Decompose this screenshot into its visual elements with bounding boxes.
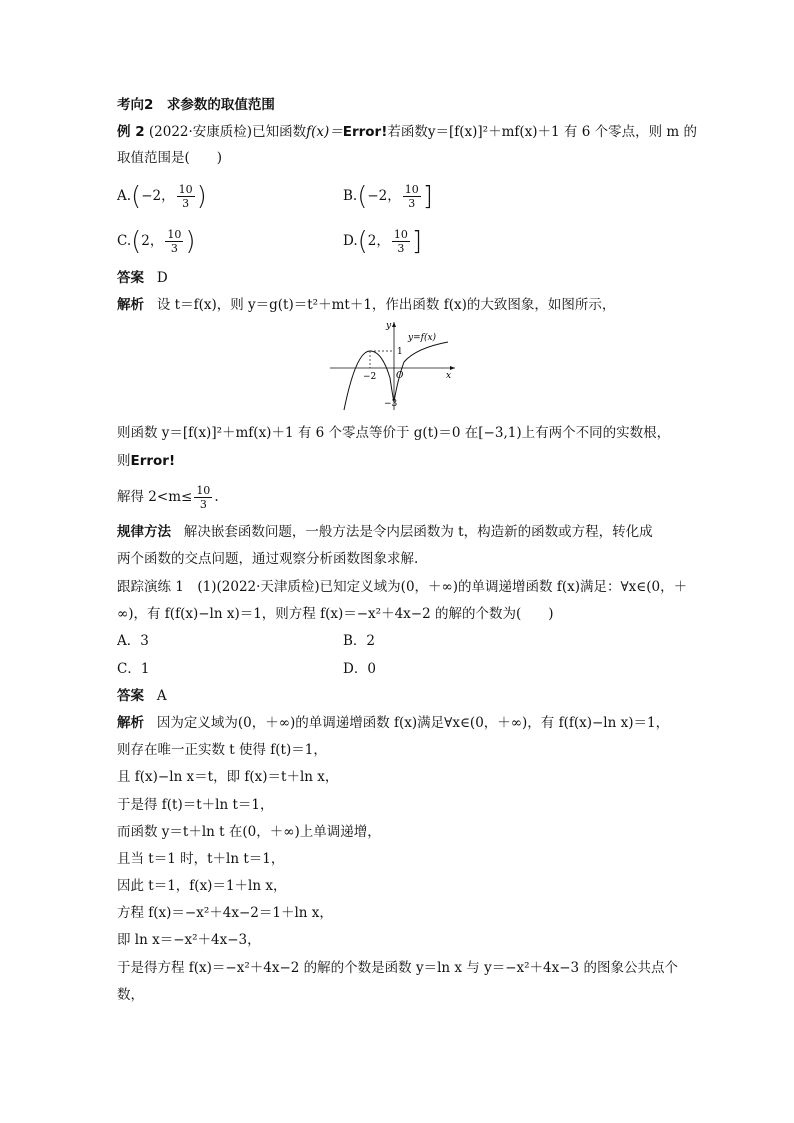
practice-option-a: A．3 (117, 633, 149, 649)
fraction-numerator: 10 (196, 484, 211, 497)
method-label: 规律方法 (117, 524, 171, 540)
practice-analysis-line: 方程 f(x)＝−x²＋4x−2＝1＋ln x， (117, 905, 333, 921)
method-line-1 (117, 522, 653, 542)
practice-analysis-line: 于是得 f(t)＝t＋ln t＝1， (117, 797, 274, 813)
example-error-text: Error! (342, 124, 388, 140)
practice-analysis-line: 因此 t＝1，f(x)＝1＋ln x， (117, 878, 287, 894)
option-d (343, 228, 422, 255)
option-b (343, 183, 433, 210)
option-a (117, 183, 207, 210)
fraction (392, 228, 410, 255)
practice-option-b: B．2 (343, 633, 376, 649)
example-analysis-4 (117, 484, 219, 511)
fraction-numerator: 10 (393, 228, 408, 241)
example-source: (2022·安康质检)已知函数 (148, 124, 307, 140)
analysis-text: 设 t＝f(x)，则 y＝g(t)＝t²＋mt＋1，作出函数 f(x)的大致图象，如图所示， (156, 297, 616, 313)
example-2-line1 (117, 122, 697, 142)
option-b-left: −2， (367, 188, 401, 204)
practice-analysis-line: 且当 t＝1 时，t＋ln t＝1， (117, 851, 285, 867)
bracket-close: ] (411, 226, 423, 257)
y-axis-arrow (392, 322, 396, 327)
practice-answer (117, 686, 167, 706)
answer-value: D (156, 270, 168, 286)
option-c-label: C. (117, 233, 132, 249)
fraction-denominator: 3 (182, 197, 190, 210)
x-axis-arrow (450, 366, 455, 370)
option-a-label: A. (117, 188, 132, 204)
fraction-numerator: 10 (167, 228, 182, 241)
example-fx: f(x)＝ (306, 124, 343, 140)
example-tail: 若函数y＝[f(x)]²＋mf(x)＋1 有 6 个零点，则 m 的 (387, 124, 697, 140)
fraction-denominator: 3 (397, 242, 405, 255)
fraction-numerator: 10 (404, 183, 419, 196)
practice-option-d: D．0 (343, 661, 376, 677)
tick-label-1: 1 (397, 347, 403, 357)
practice-option-c: C．1 (117, 661, 150, 677)
paren-close: ) (185, 226, 196, 257)
tick-label-neg2: −2 (363, 372, 377, 382)
practice-analysis-line: 则存在唯一正实数 t 使得 f(t)＝1， (117, 742, 327, 758)
practice-line-2: ∞)，有 f(f(x)−ln x)＝1，则方程 f(x)＝−x²＋4x−2 的解的个数为( ) (117, 606, 554, 622)
function-graph (330, 318, 460, 413)
option-c-left: 2， (141, 233, 164, 249)
example-analysis-3 (117, 451, 175, 471)
example-2-line2: 取值范围是( ) (117, 150, 223, 166)
fraction (403, 183, 421, 210)
example-analysis-1 (117, 295, 615, 315)
fraction (165, 228, 183, 255)
bracket-close: ] (422, 181, 433, 212)
option-c (117, 228, 196, 255)
practice-line-1: 跟踪演练 1 (1)(2022·天津质检)已知定义域为(0，＋∞)的单调递增函数 f(x)满足：∀x∈(0，＋ (117, 579, 688, 595)
paren-open: ( (357, 181, 368, 212)
option-d-label: D. (343, 233, 358, 249)
answer-label: 答案 (117, 270, 144, 286)
analysis-3-error: Error! (130, 453, 176, 469)
fraction-denominator: 3 (408, 197, 416, 210)
method-line-2: 两个函数的交点问题，通过观察分析函数图象求解. (117, 551, 419, 567)
fraction (194, 484, 212, 511)
analysis-label: 解析 (117, 715, 144, 731)
curve-label: y=f(x) (408, 333, 437, 343)
analysis-4-suffix: . (214, 489, 219, 505)
analysis-3-prefix: 则 (117, 453, 131, 469)
fraction (177, 183, 195, 210)
practice-analysis-line: 即 ln x＝−x²＋4x−3， (117, 932, 261, 948)
practice-analysis-1 (117, 713, 669, 733)
fraction-denominator: 3 (199, 498, 207, 511)
fraction-denominator: 3 (170, 242, 178, 255)
example-answer (117, 268, 168, 288)
practice-analysis-line: 而函数 y＝t＋ln t 在(0，＋∞)上单调递增， (117, 824, 381, 840)
practice-analysis-line: 于是得方程 f(x)＝−x²＋4x−2 的解的个数是函数 y＝ln x 与 y＝−x²＋4x−3 的图象公共点个 (117, 960, 678, 976)
fraction-numerator: 10 (178, 183, 193, 196)
paren-open: ( (131, 181, 142, 212)
analysis-4-prefix: 解得 2<m≤ (117, 489, 193, 505)
method-text-1: 解决嵌套函数问题，一般方法是令内层函数为 t，构造新的函数或方程，转化成 (183, 524, 653, 540)
option-b-label: B. (343, 188, 358, 204)
y-axis-label: y (386, 321, 392, 331)
analysis-label: 解析 (117, 297, 144, 313)
practice-analysis-line: 且 f(x)−ln x＝t，即 f(x)＝t＋ln x， (117, 769, 339, 785)
paren-open: ( (357, 226, 368, 257)
practice-analysis-line: 数， (117, 987, 144, 1003)
section-heading: 考向2 求参数的取值范围 (117, 97, 275, 113)
option-a-left: −2， (141, 188, 175, 204)
tick-label-neg3: −3 (384, 399, 398, 409)
answer-value: A (156, 688, 167, 704)
origin-label: O (396, 371, 404, 381)
example-analysis-2: 则函数 y＝[f(x)]²＋mf(x)＋1 有 6 个零点等价于 g(t)＝0 在[−3,1)上有两个不同的实数根， (117, 425, 671, 441)
answer-label: 答案 (117, 688, 144, 704)
analysis-text: 因为定义域为(0，＋∞)的单调递增函数 f(x)满足∀x∈(0，＋∞)，有 f(f(x)−ln x)＝1， (156, 715, 670, 731)
option-d-left: 2， (367, 233, 390, 249)
x-axis-label: x (446, 371, 452, 381)
example-label: 例 2 (117, 124, 145, 140)
paren-open: ( (131, 226, 142, 257)
paren-close: ) (196, 181, 207, 212)
